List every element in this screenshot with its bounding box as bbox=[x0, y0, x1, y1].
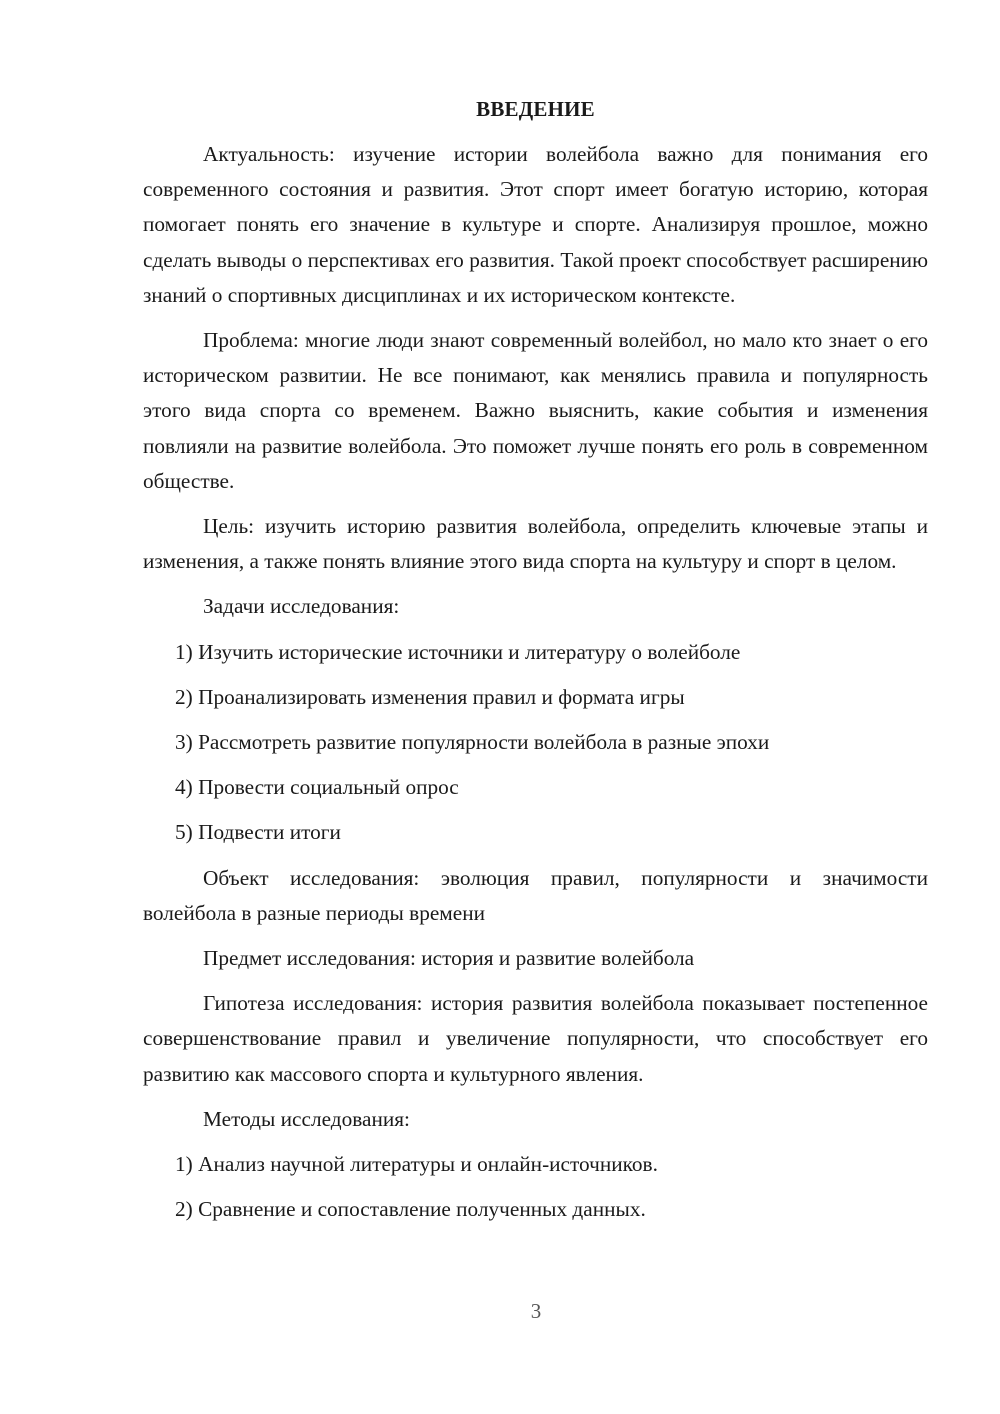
method-item: 1) Анализ научной литературы и онлайн-источников. bbox=[175, 1152, 658, 1177]
tasks-list bbox=[143, 635, 928, 851]
page-content bbox=[143, 92, 928, 1237]
task-item: 3) Рассмотреть развитие популярности волейбола в разные эпохи bbox=[175, 730, 770, 755]
tasks-heading: Задачи исследования: bbox=[203, 594, 400, 619]
task-item: 4) Провести социальный опрос bbox=[175, 775, 459, 800]
section-title: ВВЕДЕНИЕ bbox=[476, 97, 595, 121]
task-item: 2) Проанализировать изменения правил и формата игры bbox=[175, 684, 685, 709]
paragraph-relevance: Актуальность: изучение истории волейбола важно для понимания его современного состояния и развития. Этот спорт имеет богатую историю, которая помогает понять его значение в культуре и спорте. Анализируя прошлое, можно сделать выводы о перспективах его развития. Такой проект способствует расширению знаний о спортивных дисциплинах и их историческом контексте. bbox=[143, 142, 928, 307]
task-item: 5) Подвести итоги bbox=[175, 820, 341, 845]
methods-heading: Методы исследования: bbox=[203, 1106, 410, 1131]
methods-list bbox=[143, 1147, 928, 1227]
paragraph-hypothesis: Гипотеза исследования: история развития волейбола показывает постепенное совершенствование правил и увеличение популярности, что способствует его развитию как массового спорта и культурного явления. bbox=[143, 991, 928, 1086]
method-item: 2) Сравнение и сопоставление полученных данных. bbox=[175, 1197, 646, 1222]
paragraph-goal: Цель: изучить историю развития волейбола, определить ключевые этапы и изменения, а также понять влияние этого вида спорта на культуру и спорт в целом. bbox=[143, 514, 928, 574]
task-item: 1) Изучить исторические источники и литературу о волейболе bbox=[175, 639, 741, 664]
page-number: 3 bbox=[530, 1299, 542, 1323]
paragraph-subject: Предмет исследования: история и развитие волейбола bbox=[203, 946, 695, 971]
paragraph-problem: Проблема: многие люди знают современный волейбол, но мало кто знает о его историческом развитии. Не все понимают, как менялись правила и популярность этого вида спорта со временем. Важно выяснить, какие события и изменения повлияли на развитие волейбола. Это поможет лучше понять его роль в современном обществе. bbox=[143, 328, 928, 493]
paragraph-object: Объект исследования: эволюция правил, популярности и значимости волейбола в разные периоды времени bbox=[143, 865, 928, 925]
